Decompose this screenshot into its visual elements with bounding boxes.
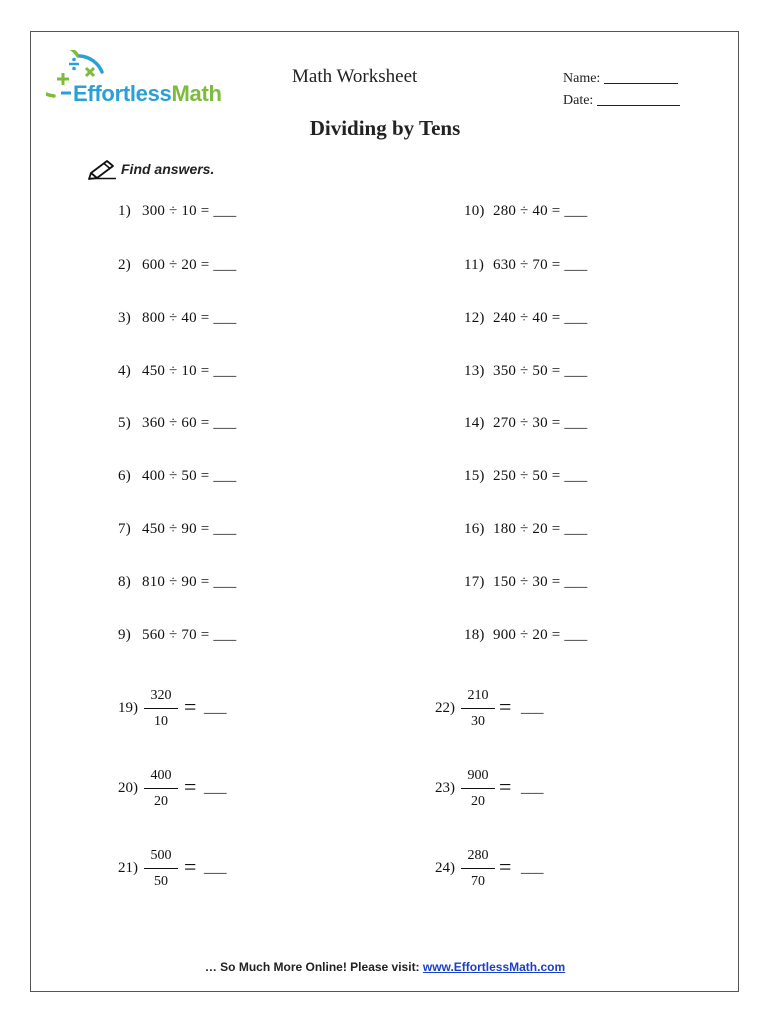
- problem-15-expr: 250 ÷ 50 = ___: [493, 468, 588, 484]
- problem-20-number: 20): [118, 780, 138, 796]
- problem-16: 16): [464, 521, 485, 537]
- denominator: 50: [154, 874, 168, 889]
- problem-12-expr: 240 ÷ 40 = ___: [493, 310, 588, 326]
- equals-sign: =: [499, 854, 512, 879]
- problem-8-expr: 810 ÷ 90 = ___: [142, 574, 237, 590]
- footer: [0, 960, 770, 974]
- problem-5: 5): [118, 415, 131, 431]
- answer-blank[interactable]: ___: [204, 780, 227, 796]
- page-title: Dividing by Tens: [309, 116, 461, 140]
- problem-2-expr: 600 ÷ 20 = ___: [142, 257, 237, 273]
- denominator: 20: [154, 794, 168, 809]
- problem-16-expr: 180 ÷ 20 = ___: [493, 521, 588, 537]
- problem-12: 12): [464, 310, 485, 326]
- fraction-bar: [144, 788, 178, 789]
- effortless-math-logo: [46, 50, 236, 110]
- problem-18-expr: 900 ÷ 20 = ___: [493, 627, 588, 643]
- problem-19: [118, 686, 278, 746]
- equals-sign: =: [184, 774, 197, 799]
- name-label: Name:: [563, 71, 601, 86]
- problem-24-fraction: [461, 846, 495, 892]
- problem-14: 14): [464, 415, 485, 431]
- problem-7-expr: 450 ÷ 90 = ___: [142, 521, 237, 537]
- problem-24-number: 24): [435, 860, 455, 876]
- problem-19-fraction: [144, 686, 178, 732]
- fraction-bar: [461, 788, 495, 789]
- problem-23-number: 23): [435, 780, 455, 796]
- logo-text: EffortlessMath: [73, 81, 222, 106]
- numerator: 500: [150, 848, 172, 863]
- equals-sign: =: [184, 694, 197, 719]
- footer-text: … So Much More Online! Please visit:: [204, 960, 423, 974]
- problem-17-expr: 150 ÷ 30 = ___: [493, 574, 588, 590]
- pencil-icon: [88, 156, 118, 180]
- equals-sign: =: [184, 854, 197, 879]
- problem-13: 13): [464, 363, 485, 379]
- problem-18: 18): [464, 627, 485, 643]
- problem-13-expr: 350 ÷ 50 = ___: [493, 363, 588, 379]
- answer-blank[interactable]: ___: [521, 860, 544, 876]
- problem-23-fraction: [461, 766, 495, 812]
- problem-21-fraction: [144, 846, 178, 892]
- problem-15: 15): [464, 468, 485, 484]
- problem-11: 11): [464, 257, 485, 273]
- worksheet-title: Math Worksheet: [292, 66, 418, 87]
- problem-19-number: 19): [118, 700, 138, 716]
- answer-blank[interactable]: ___: [521, 700, 544, 716]
- denominator: 30: [471, 714, 485, 729]
- problem-3: 3): [118, 310, 131, 326]
- problem-21: [118, 846, 278, 906]
- problem-22: [435, 686, 595, 746]
- date-label: Date:: [563, 93, 594, 108]
- problem-10: 10): [464, 203, 485, 219]
- problem-3-expr: 800 ÷ 40 = ___: [142, 310, 237, 326]
- equals-sign: =: [499, 774, 512, 799]
- denominator: 10: [154, 714, 168, 729]
- numerator: 400: [150, 768, 172, 783]
- name-line[interactable]: [604, 83, 678, 84]
- problem-7: 7): [118, 521, 131, 537]
- problem-1: 1): [118, 203, 131, 219]
- problem-24: [435, 846, 595, 906]
- numerator: 320: [150, 688, 172, 703]
- fraction-bar: [461, 708, 495, 709]
- fraction-bar: [461, 868, 495, 869]
- problem-5-expr: 360 ÷ 60 = ___: [142, 415, 237, 431]
- problem-9-expr: 560 ÷ 70 = ___: [142, 627, 237, 643]
- date-field[interactable]: [563, 93, 680, 109]
- problem-22-number: 22): [435, 700, 455, 716]
- instruction-text: Find answers.: [121, 161, 215, 177]
- equals-sign: =: [499, 694, 512, 719]
- problem-23: [435, 766, 595, 826]
- denominator: 20: [471, 794, 485, 809]
- problem-4: 4): [118, 363, 131, 379]
- numerator: 900: [467, 768, 489, 783]
- problem-8: 8): [118, 574, 131, 590]
- problem-11-expr: 630 ÷ 70 = ___: [493, 257, 588, 273]
- problem-17: 17): [464, 574, 485, 590]
- problem-10-expr: 280 ÷ 40 = ___: [493, 203, 588, 219]
- denominator: 70: [471, 874, 485, 889]
- problem-6-expr: 400 ÷ 50 = ___: [142, 468, 237, 484]
- problem-2: 2): [118, 257, 131, 273]
- numerator: 280: [467, 848, 489, 863]
- problem-9: 9): [118, 627, 131, 643]
- problem-22-fraction: [461, 686, 495, 732]
- problem-4-expr: 450 ÷ 10 = ___: [142, 363, 237, 379]
- footer-link[interactable]: www.EffortlessMath.com: [422, 960, 566, 974]
- answer-blank[interactable]: ___: [204, 700, 227, 716]
- problem-20: [118, 766, 278, 826]
- answer-blank[interactable]: ___: [204, 860, 227, 876]
- problem-21-number: 21): [118, 860, 138, 876]
- problem-20-fraction: [144, 766, 178, 812]
- problem-6: 6): [118, 468, 131, 484]
- date-line[interactable]: [597, 105, 680, 106]
- problem-1-expr: 300 ÷ 10 = ___: [142, 203, 237, 219]
- name-field[interactable]: [563, 71, 678, 87]
- problem-14-expr: 270 ÷ 30 = ___: [493, 415, 588, 431]
- fraction-bar: [144, 868, 178, 869]
- answer-blank[interactable]: ___: [521, 780, 544, 796]
- fraction-bar: [144, 708, 178, 709]
- numerator: 210: [467, 688, 489, 703]
